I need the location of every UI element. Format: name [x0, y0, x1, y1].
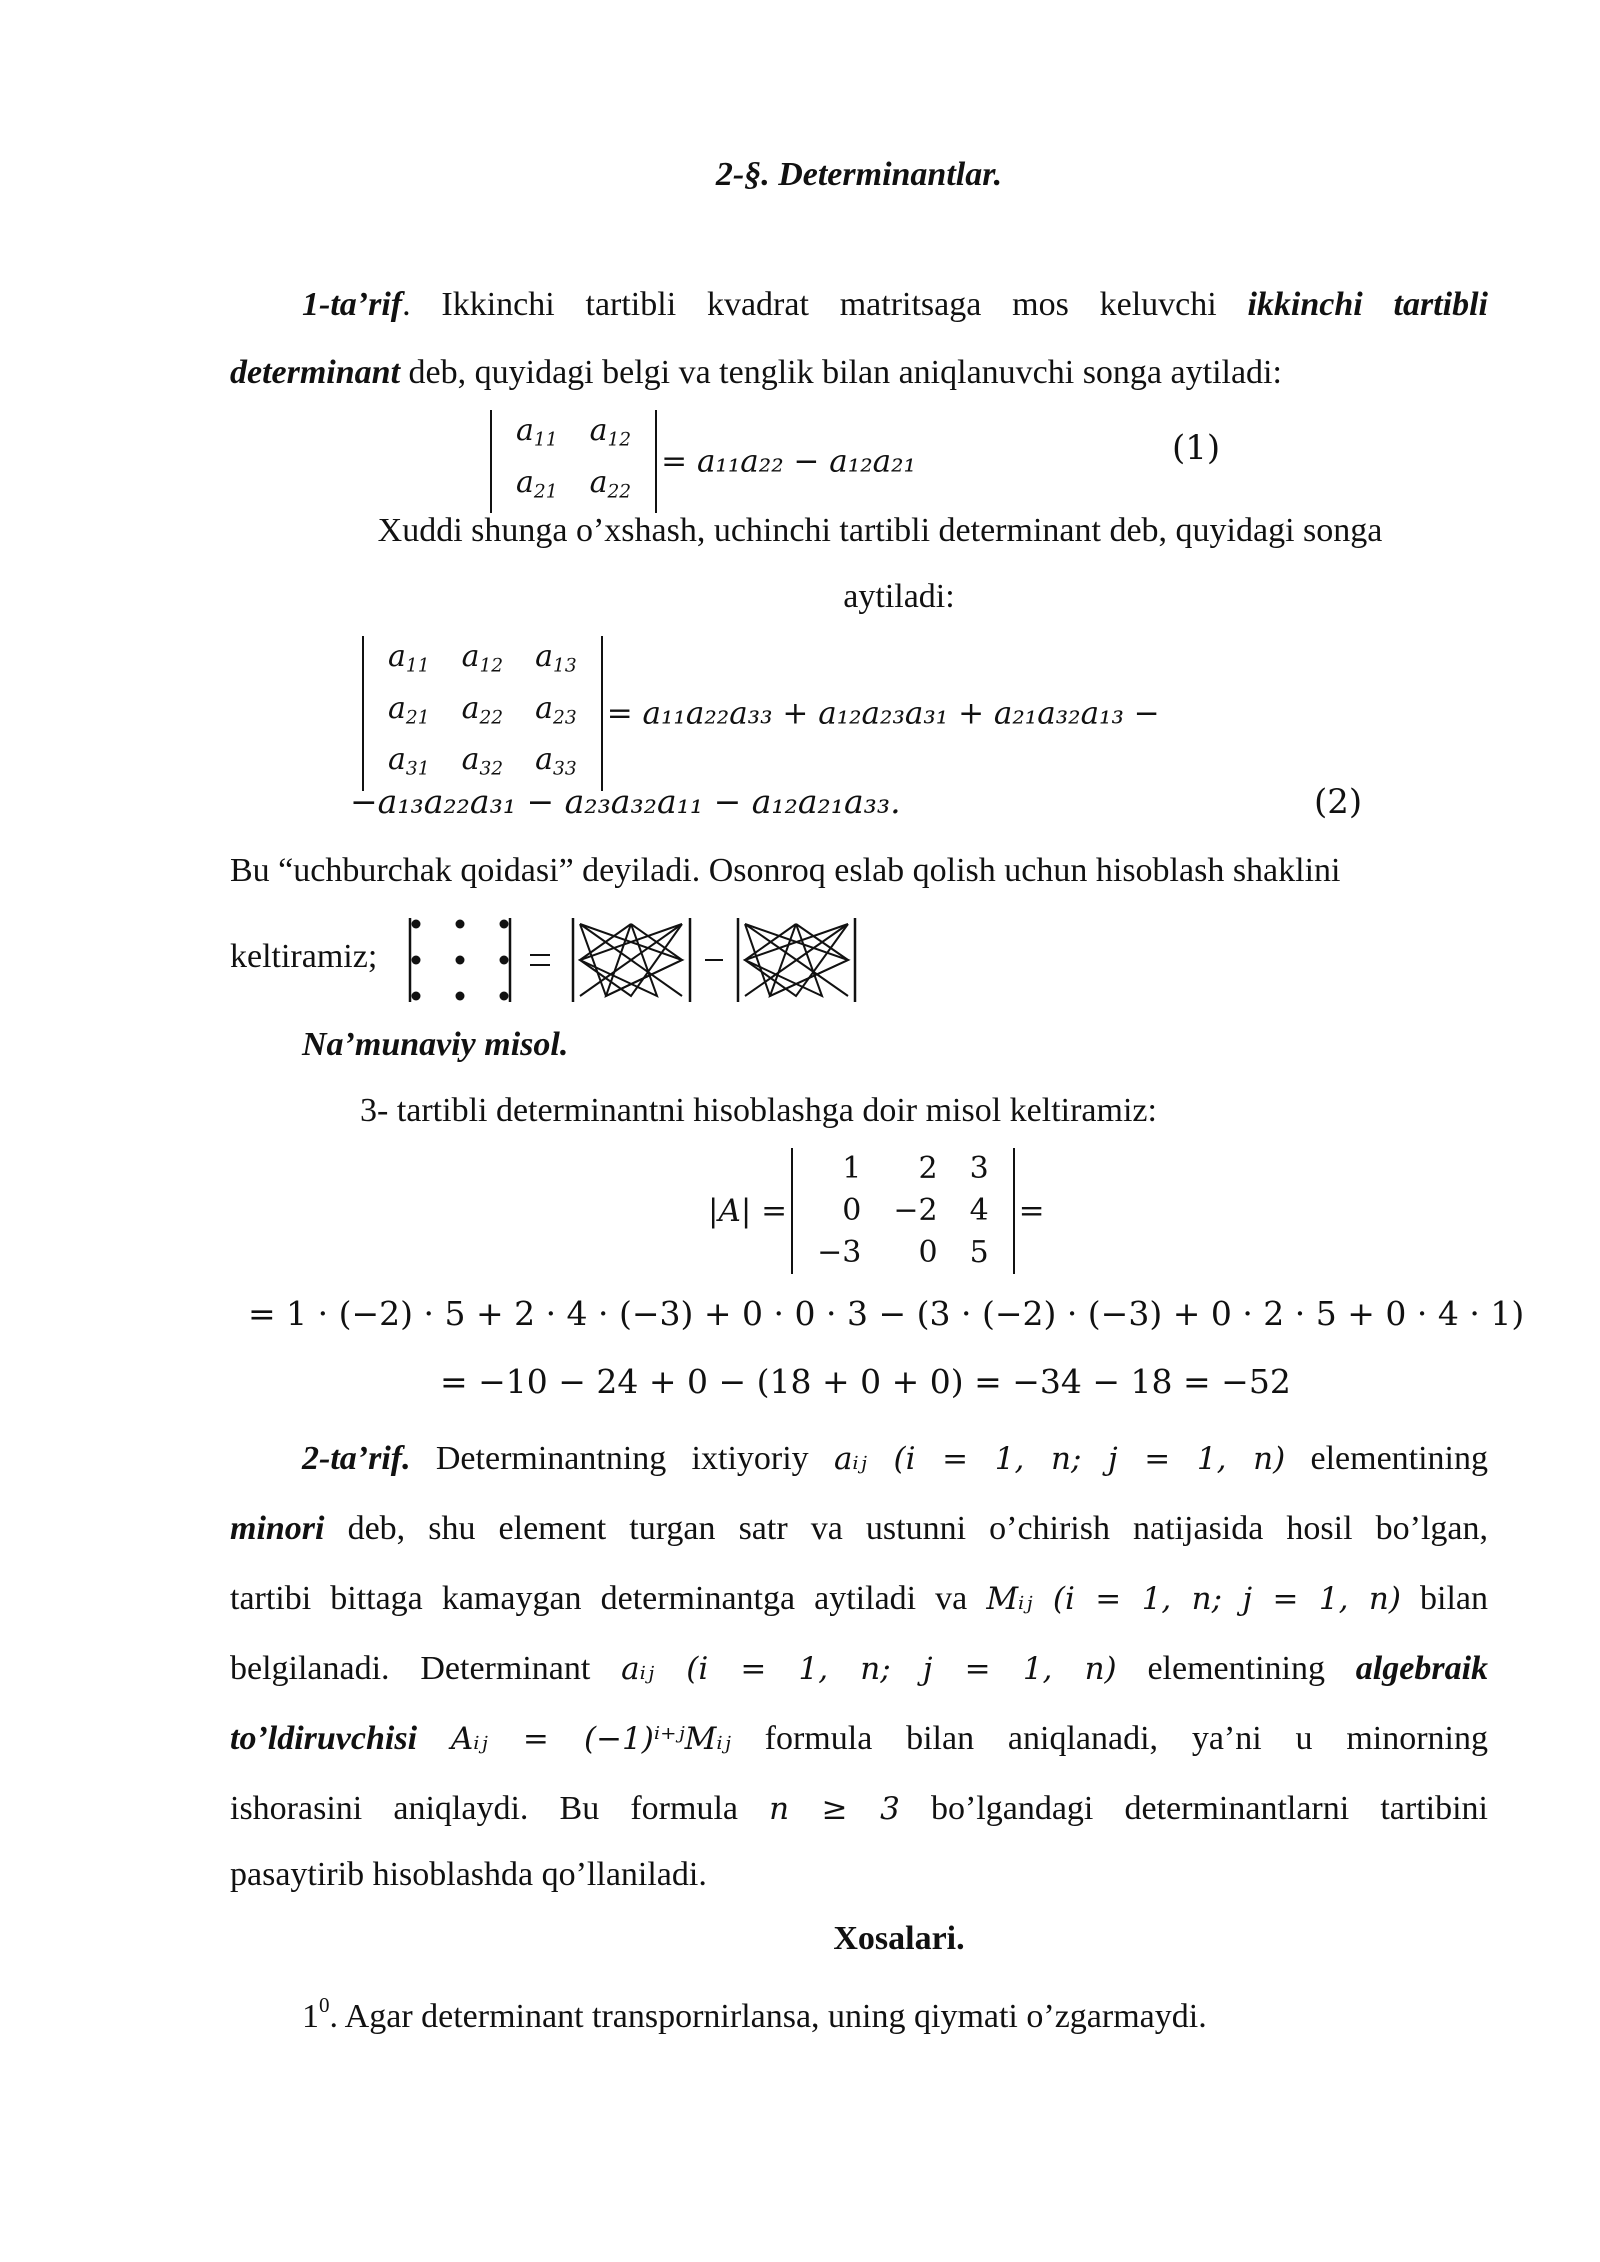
- definition-text: elementining: [1116, 1650, 1356, 1687]
- rule-line-2: keltiramiz;: [230, 938, 378, 975]
- example-heading: Na’munaviy misol.: [302, 1026, 569, 1063]
- math-inline: n ≥ 3: [769, 1791, 900, 1827]
- definition-text: tartibi bittaga kamaygan determinantga aytiladi va: [230, 1580, 987, 1617]
- matrix-cell: 2: [918, 1151, 938, 1186]
- example-equation: [708, 1148, 1045, 1274]
- definition-text: belgilanadi. Determinant: [230, 1650, 622, 1687]
- property-1: [302, 1970, 1560, 2052]
- definition-2-line-5: [230, 1704, 1488, 1774]
- definition-2-line-4: [230, 1634, 1488, 1704]
- property-text: . Agar determinant transpornirlansa, uning qiymati o’zgarmaydi.: [329, 1997, 1207, 2035]
- equation-2-continuation: −a₁₃a₂₂a₃₁ − a₂₃a₃₂a₁₁ − a₁₂a₂₁a₃₃.: [350, 782, 901, 821]
- property-degree: 0: [319, 1993, 330, 2017]
- definition-2-line-1: [230, 1424, 1488, 1494]
- example-lhs: |A| =: [708, 1193, 788, 1229]
- term-bold: determinant: [230, 354, 401, 391]
- matrix-cell: 5: [969, 1235, 989, 1270]
- matrix-cell: 0: [918, 1235, 938, 1270]
- equation-2: [362, 636, 1160, 791]
- determinant-3x3: $a_{11}$ $a_{12}$ $a_{13}$ $a_{21}$ $a_{22}$ $a_{23}$ $a_{31}$ $a_{32}$ $a_{33}$: [362, 636, 603, 791]
- equation-1-rhs: = a₁₁a₂₂ − a₁₂a₂₁: [661, 443, 916, 480]
- term-bold: ikkinchi tartibli: [1247, 286, 1488, 323]
- matrix-cell: 3: [969, 1151, 989, 1186]
- matrix-cell: 1: [842, 1151, 862, 1186]
- equation-2-number: (2): [1314, 782, 1363, 822]
- definition-text: deb, shu element turgan satr va ustunni o’chirish natijasida hosil bo’lgan,: [324, 1510, 1488, 1547]
- triangle-rule-diagram: [400, 910, 870, 1010]
- definition-text: ishorasini aniqlaydi. Bu formula: [230, 1790, 770, 1827]
- equation-1-number: (1): [1172, 428, 1221, 468]
- properties-heading: Xosalari.: [833, 1920, 965, 1957]
- math-inline: aᵢⱼ (i = 1, n; j = 1, n): [833, 1441, 1286, 1477]
- matrix-cell: −2: [893, 1193, 938, 1228]
- rule-line-1: Bu “uchburchak qoidasi” deyiladi. Osonroq eslab qolish uchun hisoblash shaklini: [230, 852, 1341, 889]
- math-inline: Aᵢⱼ = (−1)ⁱ⁺ʲMᵢⱼ: [450, 1721, 731, 1757]
- definition-text: bilan: [1400, 1580, 1489, 1617]
- example-rhs: =: [1018, 1193, 1045, 1229]
- definition-text: Determinantning ixtiyoriy: [410, 1440, 834, 1477]
- example-calculation-2: = −10 − 24 + 0 − (18 + 0 + 0) = −34 − 18 = −52: [440, 1362, 1291, 1401]
- math-inline: aᵢⱼ (i = 1, n; j = 1, n): [621, 1651, 1117, 1687]
- example-matrix: [791, 1148, 1015, 1274]
- definition-text: . Ikkinchi tartibli kvadrat matritsaga mos keluvchi: [402, 286, 1248, 323]
- definition-2-line-3: [230, 1564, 1488, 1634]
- term-bold: minori: [230, 1510, 325, 1547]
- third-order-intro-2: aytiladi:: [843, 578, 955, 615]
- example-calculation-1: = 1 · (−2) · 5 + 2 · 4 · (−3) + 0 · 0 · 3 − (3 · (−2) · (−3) + 0 · 2 · 5 + 0 · 4 · 1): [248, 1294, 1525, 1333]
- term-bold: to’ldiruvchisi: [230, 1720, 418, 1757]
- term-bold: algebraik: [1355, 1650, 1489, 1687]
- determinant-2x2: $a_{11}$ $a_{12}$ $a_{21}$ $a_{22}$: [490, 410, 657, 513]
- example-intro: 3- tartibli determinantni hisoblashga doir misol keltiramiz:: [360, 1092, 1157, 1129]
- definition-text: bo’lgandagi determinantlarni tartibini: [899, 1790, 1488, 1827]
- math-inline: Mᵢⱼ (i = 1, n; j = 1, n): [986, 1581, 1401, 1617]
- definition-label: 1-ta’rif: [302, 286, 403, 323]
- definition-2-line-6: [230, 1774, 1488, 1844]
- definition-text: deb, quyidagi belgi va tenglik bilan aniqlanuvchi songa aytiladi:: [400, 354, 1282, 391]
- equation-2-rhs: = a₁₁a₂₂a₃₃ + a₁₂a₂₃a₃₁ + a₂₁a₃₂a₁₃ −: [606, 695, 1160, 732]
- definition-1-line-1: [230, 270, 1488, 340]
- matrix-cell: −3: [817, 1235, 862, 1270]
- third-order-intro-1: Xuddi shunga o’xshash, uchinchi tartibli determinant deb, quyidagi songa: [377, 512, 1383, 549]
- definition-label: 2-ta’rif.: [302, 1440, 411, 1477]
- matrix-cell: 4: [969, 1193, 989, 1228]
- definition-2-line-2: [230, 1494, 1488, 1564]
- definition-1-line-2: [230, 338, 1488, 408]
- section-title: 2-§. Determinantlar.: [715, 156, 1003, 193]
- definition-2-line-7: pasaytirib hisoblashda qo’llaniladi.: [230, 1856, 707, 1893]
- definition-text: elementining: [1285, 1440, 1488, 1477]
- definition-text: formula bilan aniqlanadi, ya’ni u minorning: [730, 1720, 1489, 1757]
- property-number: 1: [302, 1997, 319, 2035]
- matrix-cell: 0: [842, 1193, 862, 1228]
